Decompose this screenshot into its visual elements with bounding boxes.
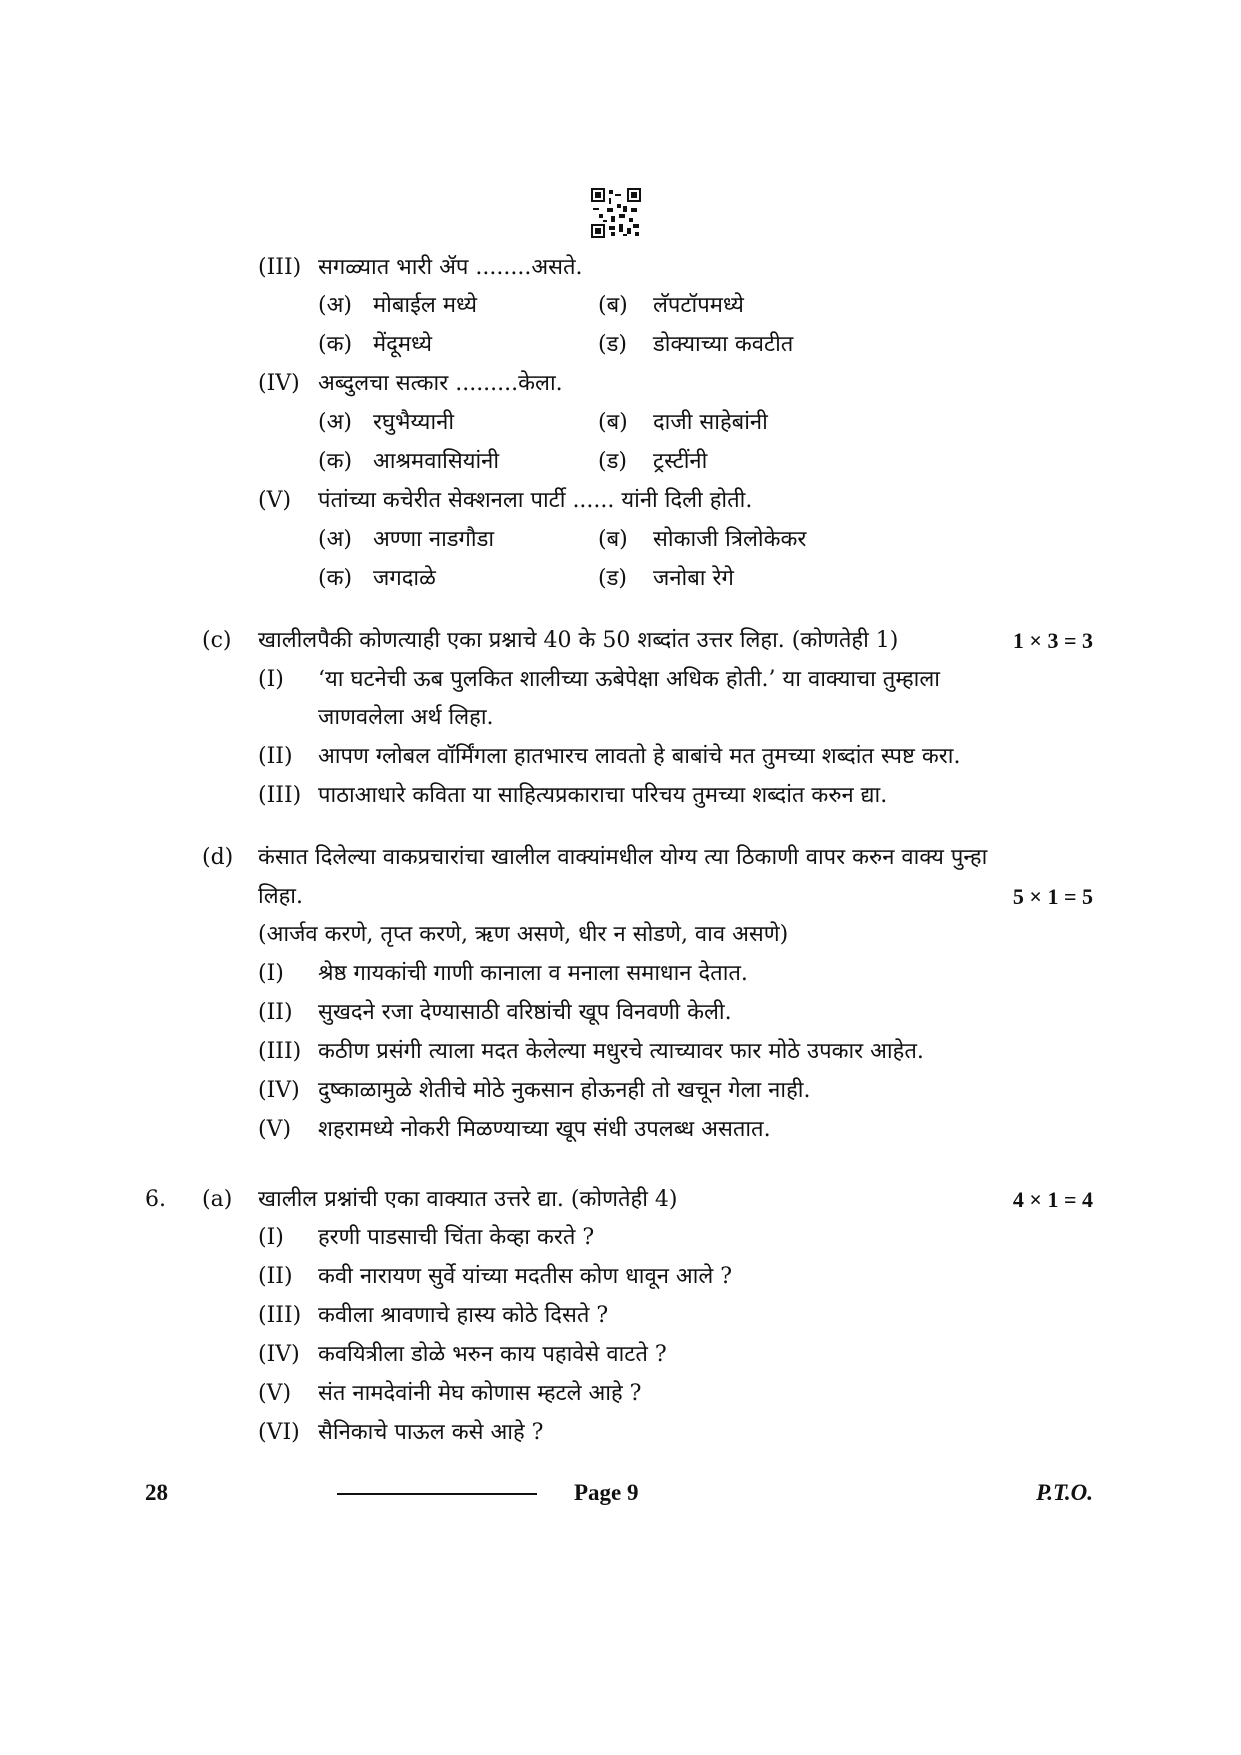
- option-text: अण्णा नाडगौडा: [373, 527, 495, 552]
- item-text: पंतांच्या कचेरीत सेक्शनला पार्टी ...... यांनी दिली होती.: [318, 488, 753, 513]
- option-label: (ड): [598, 566, 627, 591]
- item-text: संत नामदेवांनी मेघ कोणास म्हटले आहे ?: [318, 1381, 642, 1406]
- item-text: कवीला श्रावणाचे हास्य कोठे दिसते ?: [318, 1303, 609, 1328]
- section-marks: 4 × 1 = 4: [1012, 1187, 1093, 1212]
- option-label: (ब): [598, 410, 628, 435]
- item-number: (V): [258, 1117, 292, 1142]
- section-instruction-continued: लिहा.: [258, 884, 303, 909]
- section-marks: 5 × 1 = 5: [1012, 884, 1093, 909]
- item-text: सुखदने रजा देण्यासाठी वरिष्ठांची खूप विनवणी केली.: [318, 1000, 732, 1025]
- option-label: (ड): [598, 449, 627, 474]
- item-text: ‘या घटनेची ऊब पुलकित शालीच्या ऊबेपेक्षा अधिक होती.’ या वाक्याचा तुम्हाला: [318, 667, 940, 692]
- page-number: Page 9: [574, 1480, 639, 1505]
- qr-code-icon: [591, 188, 641, 238]
- section-instruction: खालील प्रश्नांची एका वाक्यात उत्तरे द्या. (कोणतेही 4): [258, 1187, 678, 1212]
- item-number: (I): [258, 667, 284, 692]
- option-text: रघुभैय्यानी: [373, 410, 455, 435]
- section-instruction: खालीलपैकी कोणत्याही एका प्रश्नाचे 40 के 50 शब्दांत उत्तर लिहा. (कोणतेही 1): [258, 628, 899, 653]
- item-number: (III): [258, 783, 302, 808]
- option-label: (अ): [318, 527, 352, 552]
- item-text-continued: जाणवलेला अर्थ लिहा.: [318, 705, 494, 730]
- item-text: सैनिकाचे पाऊल कसे आहे ?: [318, 1420, 544, 1445]
- item-text: कवी नारायण सुर्वे यांच्या मदतीस कोण धावून आले ?: [318, 1264, 733, 1289]
- option-label: (ड): [598, 332, 627, 357]
- item-number: (III): [258, 1303, 302, 1328]
- section-label: (c): [202, 628, 232, 653]
- item-text: सगळ्यात भारी ॲप ........असते.: [318, 255, 583, 280]
- item-number: (II): [258, 1264, 293, 1289]
- option-label: (क): [318, 449, 353, 474]
- option-label: (क): [318, 566, 353, 591]
- footer-rule: [337, 1493, 537, 1495]
- section-marks: 1 × 3 = 3: [1012, 628, 1093, 653]
- option-label: (अ): [318, 293, 352, 318]
- pto-label: P.T.O.: [1036, 1480, 1093, 1505]
- option-label: (क): [318, 332, 353, 357]
- item-number: (IV): [258, 1078, 300, 1103]
- item-number: (VI): [258, 1420, 300, 1445]
- option-text: आश्रमवासियांनी: [373, 449, 500, 474]
- item-text: कवयित्रीला डोळे भरुन काय पहावेसे वाटते ?: [318, 1342, 667, 1367]
- item-number: (IV): [258, 371, 300, 396]
- item-text: हरणी पाडसाची चिंता केव्हा करते ?: [318, 1225, 595, 1250]
- item-text: शहरामध्ये नोकरी मिळण्याच्या खूप संधी उपलब्ध असतात.: [318, 1117, 771, 1142]
- option-text: मोबाईल मध्ये: [373, 293, 478, 318]
- option-text: डोक्याच्या कवटीत: [653, 332, 794, 357]
- item-number: (I): [258, 1225, 284, 1250]
- option-text: सोकाजी त्रिलोकेकर: [653, 527, 807, 552]
- item-text: दुष्काळामुळे शेतीचे मोठे नुकसान होऊनही तो खचून गेला नाही.: [318, 1078, 811, 1103]
- paper-code: 28: [145, 1480, 168, 1505]
- option-label: (ब): [598, 293, 628, 318]
- section-instruction: कंसात दिलेल्या वाकप्रचारांचा खालील वाक्यांमधील योग्य त्या ठिकाणी वापर करुन वाक्य पुन्हा: [258, 845, 988, 870]
- item-text: आपण ग्लोबल वॉर्मिंगला हातभारच लावतो हे बाबांचे मत तुमच्या शब्दांत स्पष्ट करा.: [318, 744, 961, 769]
- item-number: (V): [258, 488, 292, 513]
- option-text: जनोबा रेगे: [653, 566, 734, 591]
- question-number: 6.: [145, 1187, 166, 1212]
- section-label: (d): [202, 845, 234, 870]
- phrase-list: (आर्जव करणे, तृप्त करणे, ऋण असणे, धीर न सोडणे, वाव असणे): [258, 922, 789, 947]
- item-text: पाठाआधारे कविता या साहित्यप्रकाराचा परिचय तुमच्या शब्दांत करुन द्या.: [318, 783, 888, 808]
- option-text: जगदाळे: [373, 566, 436, 591]
- item-text: श्रेष्ठ गायकांची गाणी कानाला व मनाला समाधान देतात.: [318, 961, 748, 986]
- option-label: (ब): [598, 527, 628, 552]
- option-text: लॅपटॉपमध्ये: [653, 293, 744, 318]
- section-label: (a): [202, 1187, 233, 1212]
- item-number: (II): [258, 744, 293, 769]
- item-number: (II): [258, 1000, 293, 1025]
- item-number: (I): [258, 961, 284, 986]
- item-number: (III): [258, 255, 302, 280]
- option-text: मेंदूमध्ये: [373, 332, 433, 357]
- option-text: दाजी साहेबांनी: [653, 410, 768, 435]
- item-text: अब्दुलचा सत्कार .........केला.: [318, 371, 563, 396]
- item-number: (V): [258, 1381, 292, 1406]
- item-text: कठीण प्रसंगी त्याला मदत केलेल्या मधुरचे त्याच्यावर फार मोठे उपकार आहेत.: [318, 1039, 924, 1064]
- option-label: (अ): [318, 410, 352, 435]
- option-text: ट्रस्टींनी: [653, 449, 708, 474]
- item-number: (III): [258, 1039, 302, 1064]
- item-number: (IV): [258, 1342, 300, 1367]
